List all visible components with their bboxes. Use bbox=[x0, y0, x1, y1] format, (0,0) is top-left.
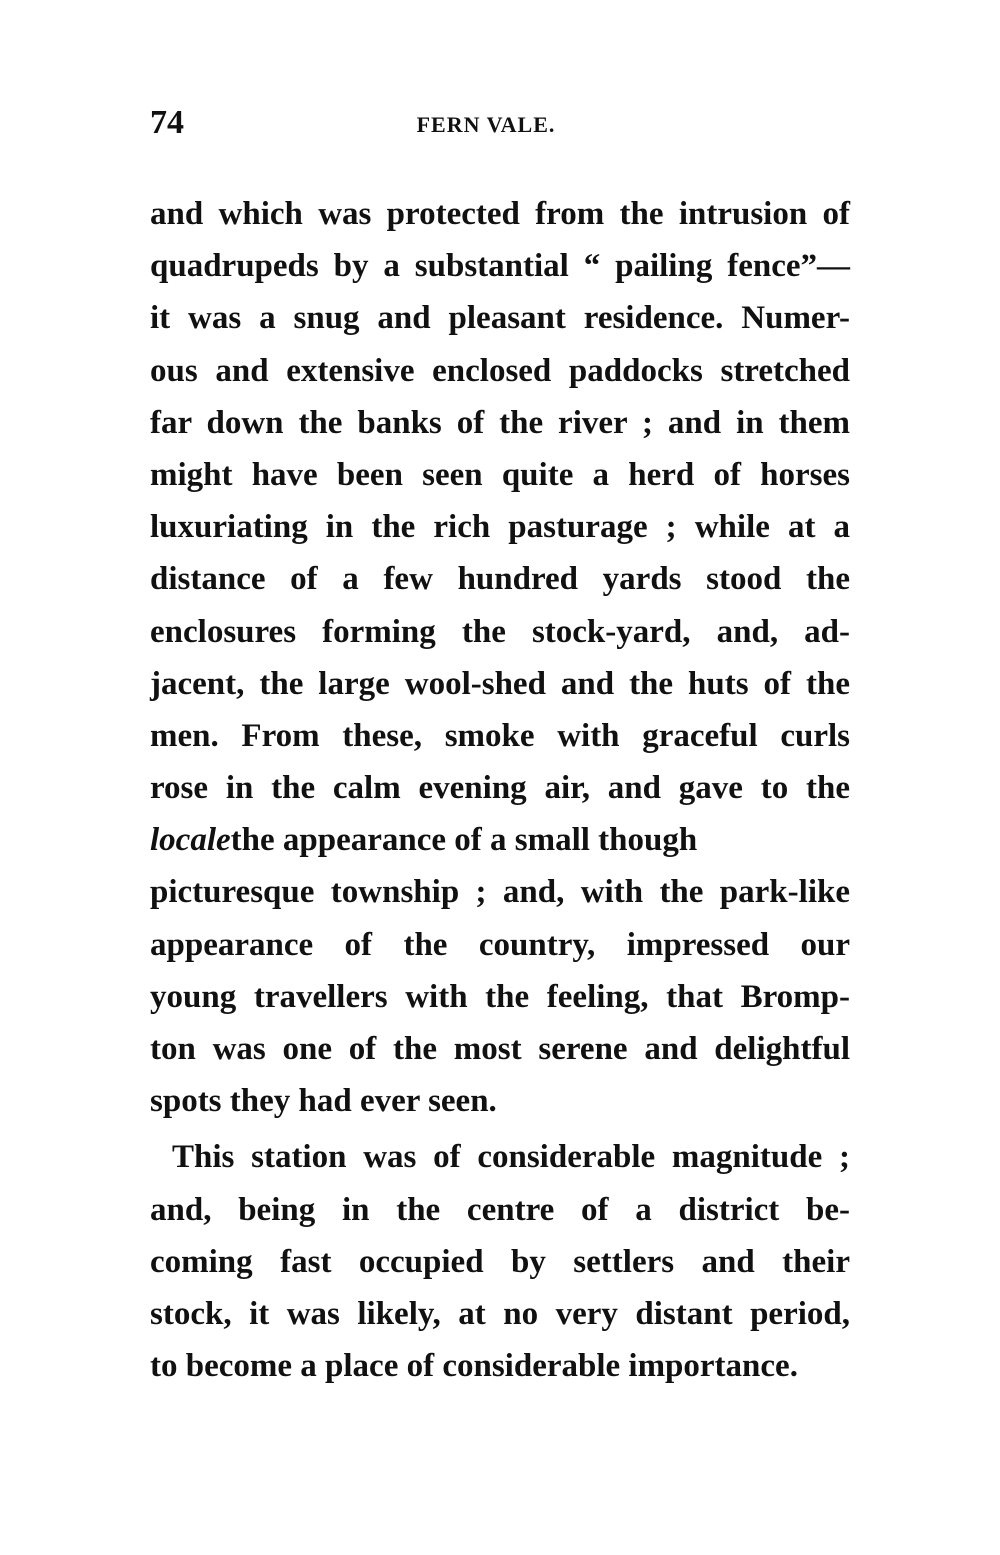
text-line: it was a snug and pleasant residence. Numer- bbox=[150, 300, 850, 337]
text-line: appearance of the country, impressed our bbox=[150, 926, 850, 963]
text-line: to become a place of considerable importance. bbox=[150, 1348, 798, 1385]
text-line: rose in the calm evening air, and gave to the bbox=[150, 770, 850, 807]
text-line: men. From these, smoke with graceful curls bbox=[150, 717, 850, 754]
running-title: FERN VALE. bbox=[416, 112, 556, 137]
text-line: coming fast occupied by settlers and their bbox=[150, 1243, 850, 1280]
paragraph bbox=[150, 1131, 850, 1392]
page-number: 74 bbox=[150, 104, 184, 141]
text-line: spots they had ever seen. bbox=[150, 1083, 497, 1120]
body-text bbox=[150, 188, 850, 1392]
text-line: might have been seen quite a herd of horses bbox=[150, 456, 850, 493]
page-header bbox=[150, 104, 850, 144]
text-line: young travellers with the feeling, that Bromp- bbox=[150, 978, 850, 1015]
italic-word: locale bbox=[150, 822, 231, 859]
text-line: jacent, the large wool-shed and the huts of the bbox=[150, 665, 850, 702]
text-line: picturesque township ; and, with the park-like bbox=[150, 874, 850, 911]
text-line: quadrupeds by a substantial “ pailing fence”— bbox=[150, 248, 850, 285]
text-line: and, being in the centre of a district be- bbox=[150, 1191, 850, 1228]
paragraph bbox=[150, 188, 850, 1127]
text-line: stock, it was likely, at no very distant period, bbox=[150, 1295, 850, 1332]
text-line: enclosures forming the stock-yard, and, ad- bbox=[150, 613, 850, 650]
text-line: This station was of considerable magnitude ; bbox=[172, 1139, 850, 1176]
text-line: luxuriating in the rich pasturage ; while at a bbox=[150, 509, 850, 546]
text-line: ton was one of the most serene and delightful bbox=[150, 1031, 850, 1067]
text-line: and which was protected from the intrusion of bbox=[150, 196, 850, 232]
text-line: distance of a few hundred yards stood the bbox=[150, 561, 850, 598]
text-span: the appearance of a small though bbox=[230, 822, 698, 859]
text-line: ous and extensive enclosed paddocks stretched bbox=[150, 352, 850, 389]
text-line: far down the banks of the river ; and in them bbox=[150, 404, 850, 441]
text-line bbox=[150, 814, 850, 866]
